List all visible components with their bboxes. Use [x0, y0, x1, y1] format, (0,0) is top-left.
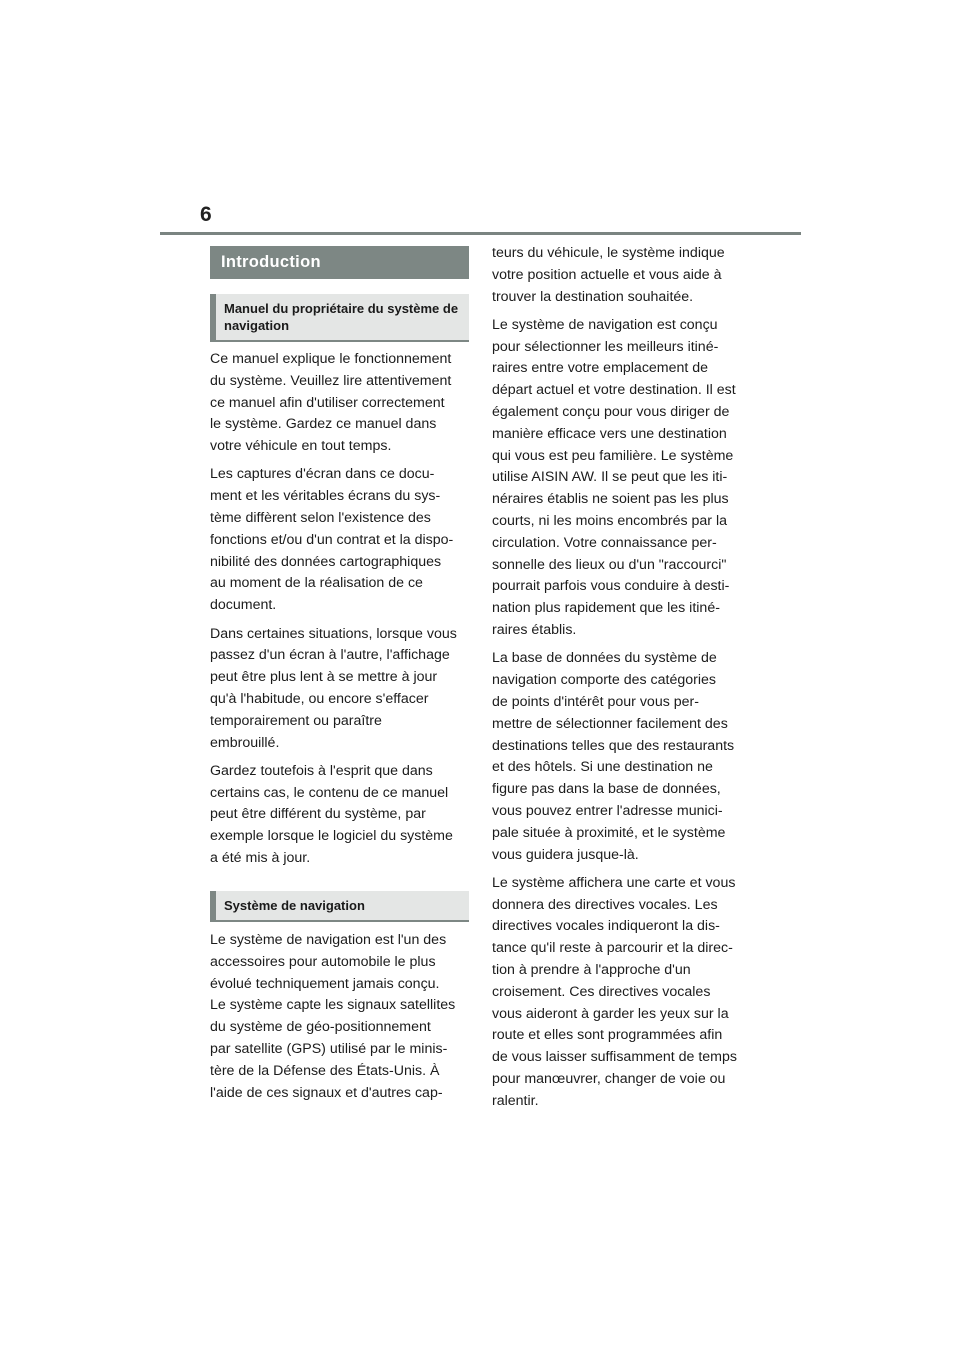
- owners-manual-body: [210, 349, 472, 876]
- paragraph: La base de données du système de navigation comporte des catégories de points d'intérêt pour vous per- mettre de sélectionner facilement des destinations telles que des restaurants et des hôtels. Si une destination ne figure pas dans la base de données, vous pouvez entrer l'adresse munici- pale située à proximité, et le système vous guidera jusque-là.: [492, 650, 735, 863]
- navigation-system-body-right: [492, 243, 750, 1119]
- paragraph: Dans certaines situations, lorsque vous passez d'un écran à l'autre, l'affichage peut être plus lent à se mettre à jour qu'à l'habitude, ou encore s'effacer temporairement ou paraître embrouillé.: [210, 625, 457, 751]
- paragraph: Le système affichera une carte et vous donnera des directives vocales. Les directives vocales indiqueront la dis- tance qu'il reste à parcourir et la direc- tion à prendre à l'approche d'un croisement. Ces directives vocales vous aideront à garder les yeux sur la route et elles sont programmées afin de vous laisser suffisamment de temps pour manœuvrer, changer de voie ou ralentir.: [492, 874, 737, 1109]
- paragraph: Le système de navigation est conçu pour sélectionner les meilleurs itiné- raires entre votre emplacement de départ actuel et votre destination. Il est également conçu pour vous diriger de manière efficace vers une destination qui vous est peu familière. Le système utilise AISIN AW. Il se peut que les iti- néraires établis ne soient pas les plus courts, ni les moins encombrés par la circulation. Votre connaissance per- sonnelle des lieux ou d'un "raccourci" pourrait parfois vous conduire à desti- nation plus rapidement que les itiné- raires établis.: [492, 316, 736, 639]
- page-number: 6: [200, 203, 212, 226]
- section-title: Introduction: [210, 246, 469, 279]
- paragraph: Gardez toutefois à l'esprit que dans certains cas, le contenu de ce manuel peut être différent du système, par exemple lorsque le logiciel du système a été mis à jour.: [210, 762, 453, 867]
- paragraph: Ce manuel explique le fonctionnement du système. Veuillez lire attentivement ce manuel afin d'utiliser correctement le système. Gardez ce manuel dans votre véhicule en tout temps.: [210, 351, 452, 455]
- paragraph: Le système de navigation est l'un des accessoires pour automobile le plus évolué techniquement jamais conçu. Le système capte les signaux satellites du système de géo-positionnement par satellite (GPS) utilisé par le minis- tère de la Défense des États-Unis. À l'aide de ces signaux et d'autres cap-: [210, 932, 456, 1101]
- paragraph: teurs du véhicule, le système indique votre position actuelle et vous aide à trouver la destination souhaitée.: [492, 245, 725, 305]
- paragraph: Les captures d'écran dans ce docu- ment et les véritables écrans du sys- tème diffèrent selon l'existence des fonctions et/ou d'un contrat et la dispo- nibilité des données cartographiques au moment de la réalisation de ce document.: [210, 466, 454, 614]
- navigation-system-body-left: [210, 930, 472, 1111]
- header-rule: [160, 232, 801, 235]
- subheading-owners-manual: Manuel du propriétaire du système de navigation: [210, 294, 469, 342]
- subheading-navigation-system: Système de navigation: [210, 891, 469, 922]
